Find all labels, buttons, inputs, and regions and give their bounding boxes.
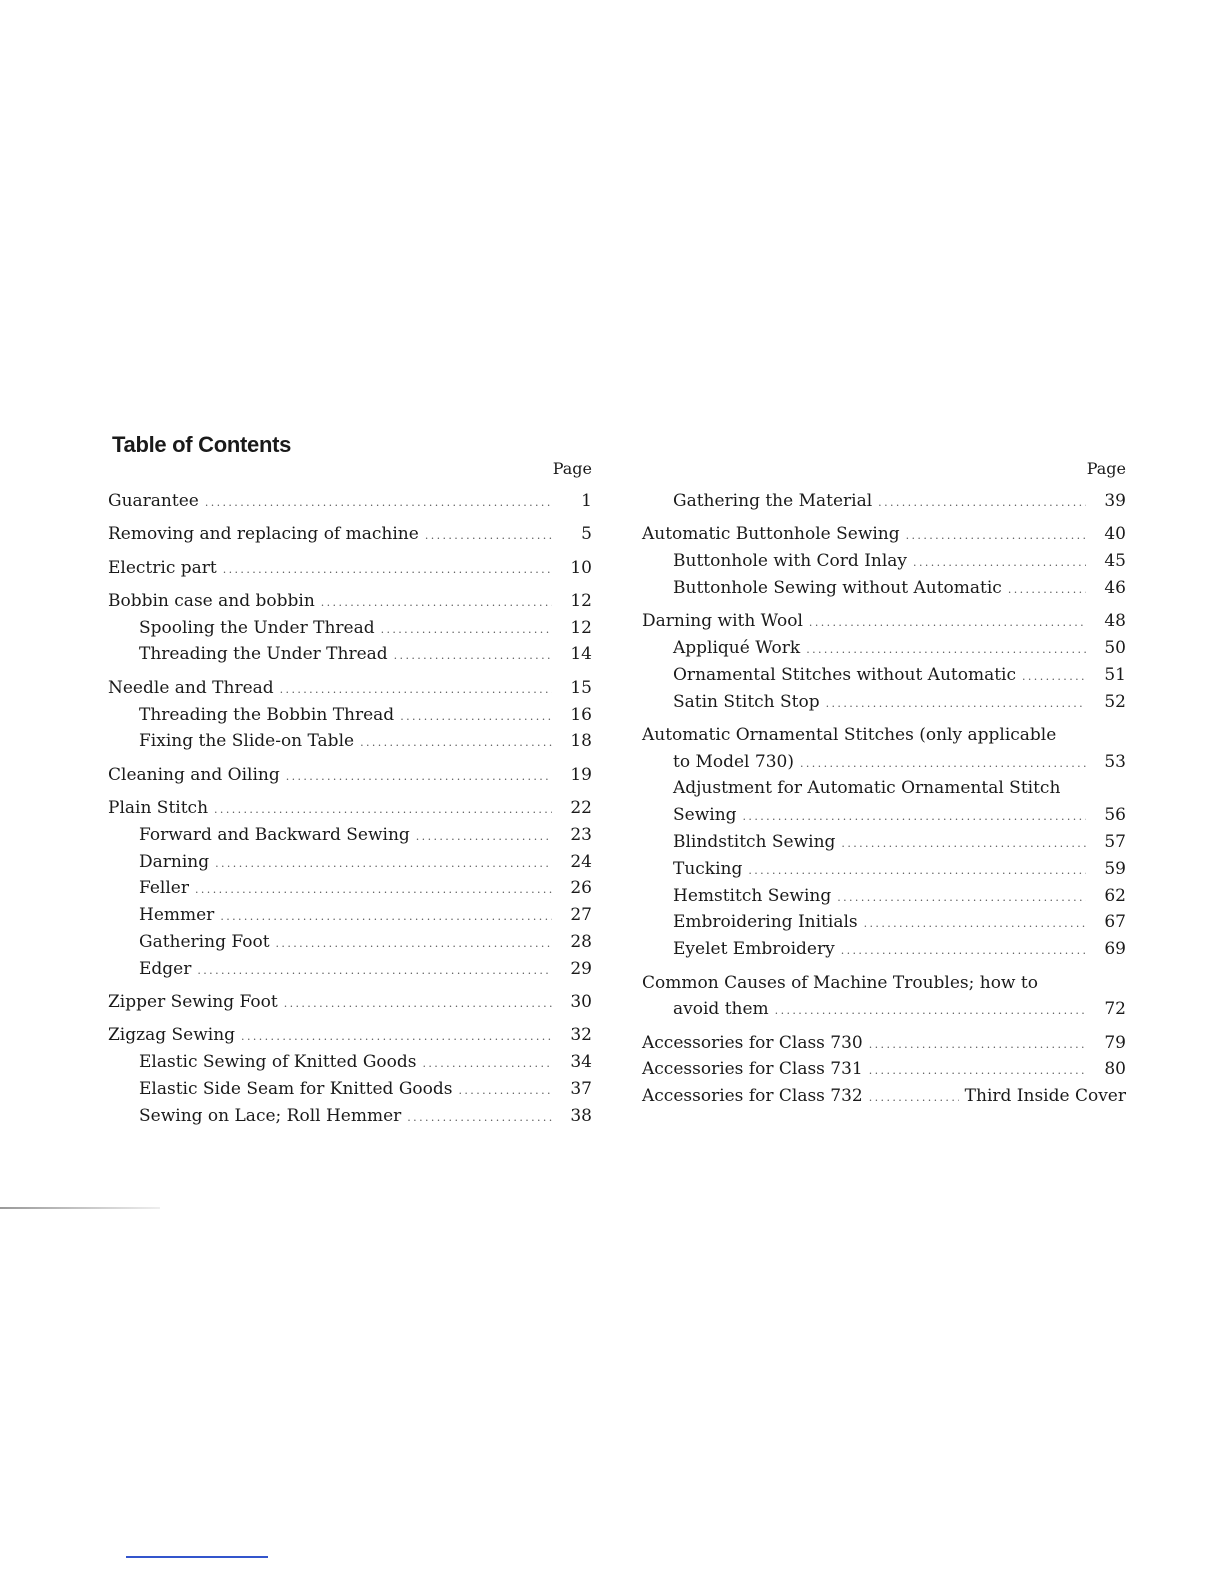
toc-entry-page: 45 — [1104, 551, 1126, 572]
toc-subentry[interactable] — [108, 641, 592, 668]
dot-leader — [841, 831, 1086, 858]
toc-entry[interactable] — [108, 521, 592, 548]
dot-leader — [459, 1078, 552, 1105]
toc-entry-page: 51 — [1104, 664, 1126, 685]
toc-entry-title: Automatic Buttonhole Sewing — [642, 524, 900, 545]
toc-entry-continuation[interactable] — [642, 802, 1126, 829]
toc-entry-title: Forward and Backward Sewing — [139, 824, 410, 845]
dot-leader — [215, 851, 552, 878]
toc-entry-page: 14 — [570, 644, 592, 665]
toc-entry-page: 27 — [570, 905, 592, 926]
toc-entry-page: 59 — [1104, 858, 1126, 879]
toc-entry-title: Tucking — [673, 858, 743, 879]
toc-entry-page: 53 — [1104, 751, 1126, 772]
toc-entry[interactable] — [642, 608, 1126, 635]
toc-entry-title: Cleaning and Oiling — [108, 764, 280, 785]
scan-artifact-underline — [126, 1556, 268, 1558]
toc-entry-title: Removing and replacing of machine — [108, 524, 419, 545]
dot-leader — [195, 877, 552, 904]
toc-entry-title: Spooling the Under Thread — [139, 617, 375, 638]
toc-entry-page: Third Inside Cover — [964, 1086, 1126, 1107]
toc-entry-title: Accessories for Class 731 — [642, 1059, 863, 1080]
dot-leader — [806, 637, 1086, 664]
toc-entry-page: 26 — [570, 878, 592, 899]
toc-entry-page: 15 — [570, 677, 592, 698]
dot-leader — [837, 885, 1086, 912]
toc-entry-title: Feller — [139, 878, 189, 899]
dot-leader — [1022, 664, 1086, 691]
toc-entry-title: Embroidering Initials — [673, 912, 858, 933]
toc-entry-title: Darning with Wool — [642, 611, 803, 632]
toc-entry-title: Fixing the Slide-on Table — [139, 731, 355, 752]
toc-entry-title: Threading the Bobbin Thread — [139, 704, 395, 725]
toc-entry-page: 80 — [1104, 1059, 1126, 1080]
toc-entry-page: 40 — [1104, 524, 1126, 545]
toc-entry-page: 10 — [570, 557, 592, 578]
dot-leader — [423, 1051, 552, 1078]
dot-leader — [220, 904, 552, 931]
toc-entry[interactable] — [108, 795, 592, 822]
toc-entry-title: Bobbin case and bobbin — [108, 590, 315, 611]
toc-entry-title: Elastic Side Seam for Knitted Goods — [139, 1078, 453, 1099]
toc-subentry[interactable] — [642, 689, 1126, 716]
dot-leader — [400, 704, 552, 731]
toc-subentry[interactable] — [642, 829, 1126, 856]
toc-entry[interactable] — [108, 488, 592, 515]
toc-entry-page: 12 — [570, 617, 592, 638]
toc-entry[interactable] — [108, 989, 592, 1016]
dot-leader — [748, 858, 1086, 885]
dot-leader — [407, 1105, 552, 1132]
toc-column-left — [108, 458, 592, 1130]
toc-entry-title: Hemmer — [139, 905, 215, 926]
toc-subentry[interactable] — [108, 615, 592, 642]
toc-subentry[interactable] — [642, 775, 1126, 802]
toc-entry-page: 18 — [570, 731, 592, 752]
dot-leader — [1008, 577, 1086, 604]
toc-entry-title: Zigzag Sewing — [108, 1025, 236, 1046]
toc-entry-title: Automatic Ornamental Stitches (only applicable — [642, 724, 1057, 745]
dot-leader — [321, 590, 552, 617]
toc-entry-title: Needle and Thread — [108, 677, 274, 698]
page-column-heading: Page — [552, 459, 592, 478]
toc-entry-title: Adjustment for Automatic Ornamental Stitch — [673, 778, 1061, 799]
toc-entry-title: Appliqué Work — [673, 637, 801, 658]
toc-entry[interactable] — [642, 1056, 1126, 1083]
toc-entry[interactable] — [642, 970, 1126, 997]
toc-subentry[interactable] — [642, 575, 1126, 602]
toc-subentry[interactable] — [108, 702, 592, 729]
dot-leader — [869, 1085, 959, 1112]
toc-subentry[interactable] — [108, 956, 592, 983]
toc-entry-title: Eyelet Embroidery — [673, 939, 835, 960]
toc-subentry[interactable] — [108, 822, 592, 849]
toc-entry-page: 5 — [581, 524, 592, 545]
toc-entry-title: Satin Stitch Stop — [673, 691, 820, 712]
toc-entry-title: Threading the Under Thread — [139, 644, 388, 665]
toc-entry-page: 34 — [570, 1052, 592, 1073]
toc-entry-page: 29 — [570, 958, 592, 979]
dot-leader — [416, 824, 552, 851]
dot-leader — [869, 1058, 1086, 1085]
toc-entry-title: Accessories for Class 732 — [642, 1086, 863, 1107]
toc-subentry[interactable] — [642, 856, 1126, 883]
page-title: Table of Contents — [112, 432, 292, 457]
toc-entry-page: 37 — [570, 1078, 592, 1099]
toc-subentry[interactable] — [642, 883, 1126, 910]
dot-leader — [869, 1032, 1086, 1059]
dot-leader — [286, 764, 552, 791]
toc-entry[interactable] — [108, 675, 592, 702]
toc-subentry[interactable] — [108, 1076, 592, 1103]
dot-leader — [878, 490, 1086, 517]
toc-entry[interactable] — [642, 722, 1126, 749]
toc-subentry[interactable] — [108, 929, 592, 956]
toc-entry-title: Sewing — [673, 805, 737, 826]
toc-entry[interactable] — [108, 762, 592, 789]
scan-artifact-line — [0, 1207, 160, 1209]
toc-entry[interactable] — [108, 1022, 592, 1049]
toc-subentry[interactable] — [642, 909, 1126, 936]
toc-entry-page: 48 — [1104, 611, 1126, 632]
toc-subentry[interactable] — [108, 902, 592, 929]
toc-entry-page: 62 — [1104, 885, 1126, 906]
toc-entry-title: Accessories for Class 730 — [642, 1032, 863, 1053]
toc-entry-page: 24 — [570, 851, 592, 872]
dot-leader — [913, 550, 1086, 577]
toc-entry-page: 1 — [581, 491, 592, 511]
toc-entry-page: 30 — [570, 992, 592, 1013]
toc-entry[interactable] — [108, 555, 592, 582]
toc-entry-page: 69 — [1104, 939, 1126, 960]
toc-entry-page: 32 — [570, 1025, 592, 1046]
toc-entry-page: 57 — [1104, 832, 1126, 853]
toc-entry-page: 50 — [1104, 637, 1126, 658]
toc-entry-title: Guarantee — [108, 491, 199, 511]
dot-leader — [425, 523, 552, 550]
toc-entry-title: Gathering the Material — [673, 491, 873, 511]
toc-entry-title: avoid them — [673, 999, 769, 1020]
toc-entry-title: Ornamental Stitches without Automatic — [673, 664, 1017, 685]
page-column-heading: Page — [1086, 459, 1126, 478]
dot-leader — [241, 1024, 552, 1051]
dot-leader — [223, 557, 552, 584]
toc-entry-continuation[interactable] — [642, 749, 1126, 776]
dot-leader — [381, 617, 552, 644]
dot-leader — [775, 998, 1086, 1025]
toc-subentry[interactable] — [108, 875, 592, 902]
toc-entry[interactable] — [642, 1030, 1126, 1057]
dot-leader — [800, 751, 1086, 778]
toc-entry[interactable] — [642, 1083, 1126, 1110]
toc-entry-title: Buttonhole Sewing without Automatic — [673, 577, 1002, 598]
toc-entry-page: 28 — [570, 931, 592, 952]
dot-leader — [284, 991, 552, 1018]
toc-subentry[interactable] — [108, 728, 592, 755]
toc-entry-page: 16 — [570, 704, 592, 725]
toc-subentry[interactable] — [108, 849, 592, 876]
toc-entry-page: 23 — [570, 824, 592, 845]
toc-subentry[interactable] — [642, 488, 1126, 515]
toc-entry[interactable] — [642, 521, 1126, 548]
dot-leader — [276, 931, 552, 958]
toc-subentry[interactable] — [108, 1103, 592, 1130]
toc-entry-title: Zipper Sewing Foot — [108, 992, 278, 1013]
toc-entry-page: 12 — [570, 590, 592, 611]
toc-column-right — [642, 458, 1126, 1110]
toc-subentry[interactable] — [108, 1049, 592, 1076]
toc-entry-title: Gathering Foot — [139, 931, 270, 952]
toc-entry-page: 46 — [1104, 577, 1126, 598]
dot-leader — [864, 911, 1086, 938]
toc-entry-page: 19 — [570, 764, 592, 785]
toc-entry-title: Sewing on Lace; Roll Hemmer — [139, 1105, 402, 1126]
dot-leader — [809, 610, 1086, 637]
dot-leader — [360, 730, 552, 757]
toc-entry-page: 67 — [1104, 912, 1126, 933]
toc-entry-continuation[interactable] — [642, 996, 1126, 1023]
toc-subentry[interactable] — [642, 662, 1126, 689]
toc-entry-title: to Model 730) — [673, 751, 794, 772]
toc-subentry[interactable] — [642, 548, 1126, 575]
dot-leader — [906, 523, 1086, 550]
toc-entry-title: Common Causes of Machine Troubles; how to — [642, 972, 1038, 993]
toc-entry-page: 38 — [570, 1105, 592, 1126]
dot-leader — [280, 677, 552, 704]
toc-entry[interactable] — [108, 588, 592, 615]
toc-entry-title: Elastic Sewing of Knitted Goods — [139, 1052, 417, 1073]
toc-entry-title: Buttonhole with Cord Inlay — [673, 551, 908, 572]
toc-entry-title: Blindstitch Sewing — [673, 832, 836, 853]
toc-entry-title: Electric part — [108, 557, 217, 578]
dot-leader — [205, 490, 552, 517]
dot-leader — [197, 958, 552, 985]
toc-entry-page: 39 — [1104, 491, 1126, 511]
dot-leader — [214, 797, 552, 824]
toc-entry-page: 56 — [1104, 805, 1126, 826]
toc-entry-title: Darning — [139, 851, 210, 872]
toc-entry-title: Plain Stitch — [108, 797, 209, 818]
dot-leader — [394, 643, 552, 670]
toc-entry-title: Edger — [139, 958, 192, 979]
dot-leader — [826, 691, 1086, 718]
toc-entry-page: 72 — [1104, 999, 1126, 1020]
toc-entry-page: 22 — [570, 797, 592, 818]
toc-entry-page: 52 — [1104, 691, 1126, 712]
toc-entry-title: Hemstitch Sewing — [673, 885, 832, 906]
dot-leader — [743, 804, 1086, 831]
toc-subentry[interactable] — [642, 936, 1126, 963]
toc-entry-page: 79 — [1104, 1032, 1126, 1053]
toc-subentry[interactable] — [642, 635, 1126, 662]
dot-leader — [841, 938, 1086, 965]
